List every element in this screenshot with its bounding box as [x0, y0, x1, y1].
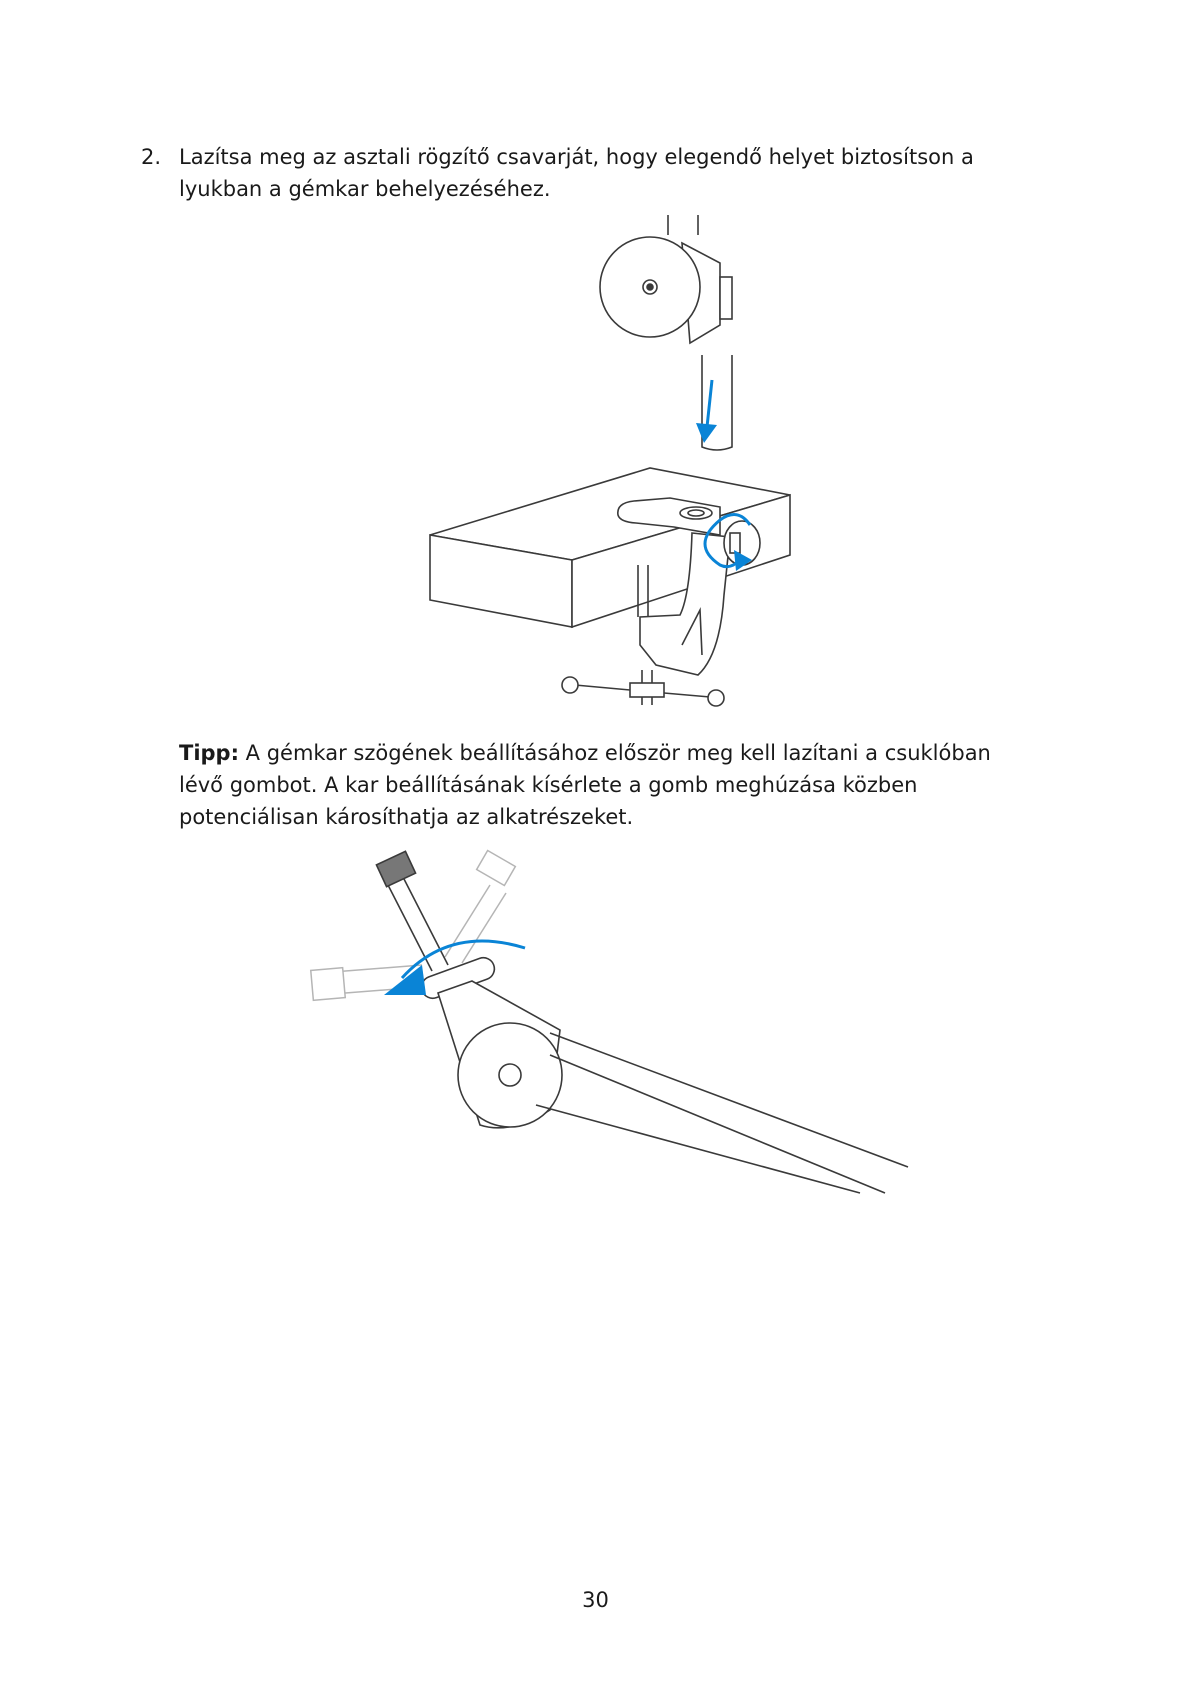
- tip: [179, 737, 1039, 833]
- step-text: Lazítsa meg az asztali rögzítő csavarját, hogy elegendő helyet biztosítson a lyukban a gémkar behelyezéséhez.: [179, 145, 974, 201]
- tip-label: Tipp:: [179, 741, 239, 765]
- step-number: 2.: [141, 145, 162, 169]
- desk-clamp-illustration: [420, 215, 800, 715]
- page-number: 30: [582, 1588, 609, 1612]
- tip-text: A gémkar szögének beállításához először meg kell lazítani a csuklóban lévő gombot. A kar beállításának kísérlete a gomb meghúzása közben potenciálisan károsíthatja az alkatrészeket.: [179, 741, 991, 829]
- boom-arm-angle-illustration: [300, 845, 920, 1205]
